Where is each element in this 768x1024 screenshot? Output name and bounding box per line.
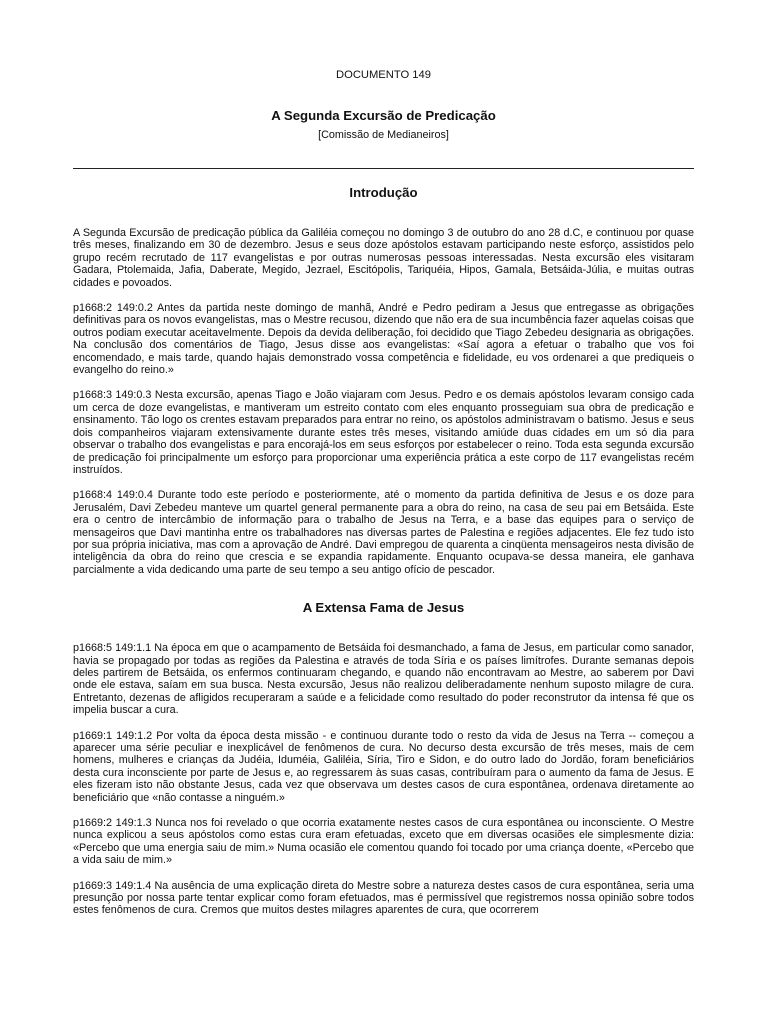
document-title: A Segunda Excursão de Predicação	[271, 108, 496, 123]
paragraph-fama-3: p1669:2 149:1.3 Nunca nos foi revelado o que ocorria exatamente nestes casos de cura espontânea ou inconsciente. O Mestre nunca explicou a seus apóstolos como estas cura eram efetuadas, exceto que em diversas ocasiões ele simplesmente dizia: «Percebo que uma energia saiu de mim.» Numa ocasião ele comentou quando foi tocado por uma criança doente, «Percebo que a vida saiu de mim.»	[73, 817, 694, 867]
paragraph-intro-2: p1668:2 149:0.2 Antes da partida neste domingo de manhã, André e Pedro pediram a Jesus que entregasse as obrigações definitivas para os novos evangelistas, mas o Mestre recusou, dizendo que não era de sua incumbência fazer aquelas coisas que outros podiam executar aceitavelmente. Depois da devida deliberação, foi decidido que Tiago Zebedeu designaria as obrigações. Na conclusão dos comentários de Tiago, Jesus disse aos evangelistas: «Saí agora a efetuar o trabalho que vos foi encomendado, e mais tarde, quando hajais demonstrado vossa competência e fidelidade, eu vos ordenarei a que prediqueis o evangelho do reino.»	[73, 302, 694, 377]
horizontal-divider	[73, 168, 694, 169]
document-author: [Comissão de Medianeiros]	[318, 129, 449, 141]
paragraph-intro-4: p1668:4 149:0.4 Durante todo este período e posteriormente, até o momento da partida definitiva de Jesus e os doze para Jerusalém, Davi Zebedeu manteve um quartel general permanente para a obra do reino, na casa de seu pai em Betsáida. Este era o centro de intercâmbio de informação para o trabalho de Jesus na Terra, e a base das equipes para o serviço de mensageiros que Davi mantinha entre os trabalhadores nas diversas partes de Palestina e regiões adjacentes. Ele fez tudo isto por sua própria iniciativa, mas com a aprovação de André. Davi empregou de quarenta a cinqüenta mensageiros nesta divisão de inteligência da obra do reino que crescia e se expandia rapidamente. Enquanto ocupava-se dessa maneira, ele ganhava parcialmente a vida dedicando uma parte de seu tempo a seu antigo ofício de pescador.	[73, 489, 694, 576]
section-title-extensa-fama: A Extensa Fama de Jesus	[302, 600, 465, 616]
paragraph-intro-3: p1668:3 149:0.3 Nesta excursão, apenas Tiago e João viajaram com Jesus. Pedro e os demais apóstolos levaram consigo cada um cerca de doze evangelistas, e mantiveram um estreito contato com eles enquanto prosseguiam sua obra de predicação e ensinamento. Tão logo os crentes estavam preparados para entrar no reino, os apóstolos administravam o batismo. Jesus e seus dois companheiros viajaram extensivamente durante estes três meses, visitando amiúde duas cidades em um só dia para observar o trabalho dos evangelistas e para encorajá-los em seus esforços por estabelecer o reino. Toda esta segunda excursão de predicação foi principalmente um esforço para proporcionar uma experiência prática a este corpo de 117 evangelistas recém instruídos.	[73, 389, 694, 476]
paragraph-fama-4: p1669:3 149:1.4 Na ausência de uma explicação direta do Mestre sobre a natureza destes casos de cura espontânea, seria uma presunção por nossa parte tentar explicar como foram efetuados, mas é permissível que registremos nossa opinião sobre todos estes fenômenos de cura. Cremos que muitos destes milagres aparentes de cura, que ocorrerem	[73, 879, 694, 917]
document-page	[73, 62, 694, 917]
section-title-introducao: Introdução	[349, 185, 418, 200]
paragraph-fama-1: p1668:5 149:1.1 Na época em que o acampamento de Betsáida foi desmanchado, a fama de Jesus, em particular como sanador, havia se propagado por todas as regiões da Palestina e através de toda Síria e os países limítrofes. Durante semanas depois deles partirem de Betsáida, os enfermos continuaram chegando, e quando não encontravam ao Mestre, ao saberem por Davi onde ele estava, saíam em sua busca. Nesta excursão, Jesus não realizou deliberadamente nenhum suposto milagre de cura. Entretanto, dezenas de afligidos recuperaram a saúde e a felicidade como resultado do poder reconstrutor da intensa fé que os impelia buscar a cura.	[73, 642, 694, 717]
paragraph-intro-1: A Segunda Excursão de predicação pública da Galiléia começou no domingo 3 de outubro do ano 28 d.C, e continuou por quase três meses, finalizando em 30 de dezembro. Jesus e seus doze apóstolos estavam participando neste esforço, assistidos pelo grupo recém recrutado de 117 evangelistas e por outras numerosas pessoas interessadas. Nesta excursão eles visitaram Gadara, Ptolemaida, Jafia, Daberate, Megido, Jezrael, Escitópolis, Tariquéia, Hipos, Gamala, Betsáida-Júlia, e muitas outras cidades e povoados.	[73, 227, 694, 289]
paragraph-fama-2: p1669:1 149:1.2 Por volta da época desta missão - e continuou durante todo o resto da vida de Jesus na Terra -- começou a aparecer uma série peculiar e inexplicável de fenômenos de cura. No decurso desta excursão de três meses, mais de cem homens, mulheres e crianças da Judéia, Iduméia, Galiléia, Síria, Tiro e Sidon, e do outro lado do Jordão, foram beneficiários desta cura inconsciente por parte de Jesus e, ao regressarem às suas casas, contribuíram para o aumento da fama de Jesus. E eles fizeram isto não obstante Jesus, cada vez que observava um destes casos de cura espontânea, ordenava diretamente ao beneficiário que «não contasse a ninguém.»	[73, 729, 694, 804]
document-number: DOCUMENTO 149	[336, 69, 431, 81]
